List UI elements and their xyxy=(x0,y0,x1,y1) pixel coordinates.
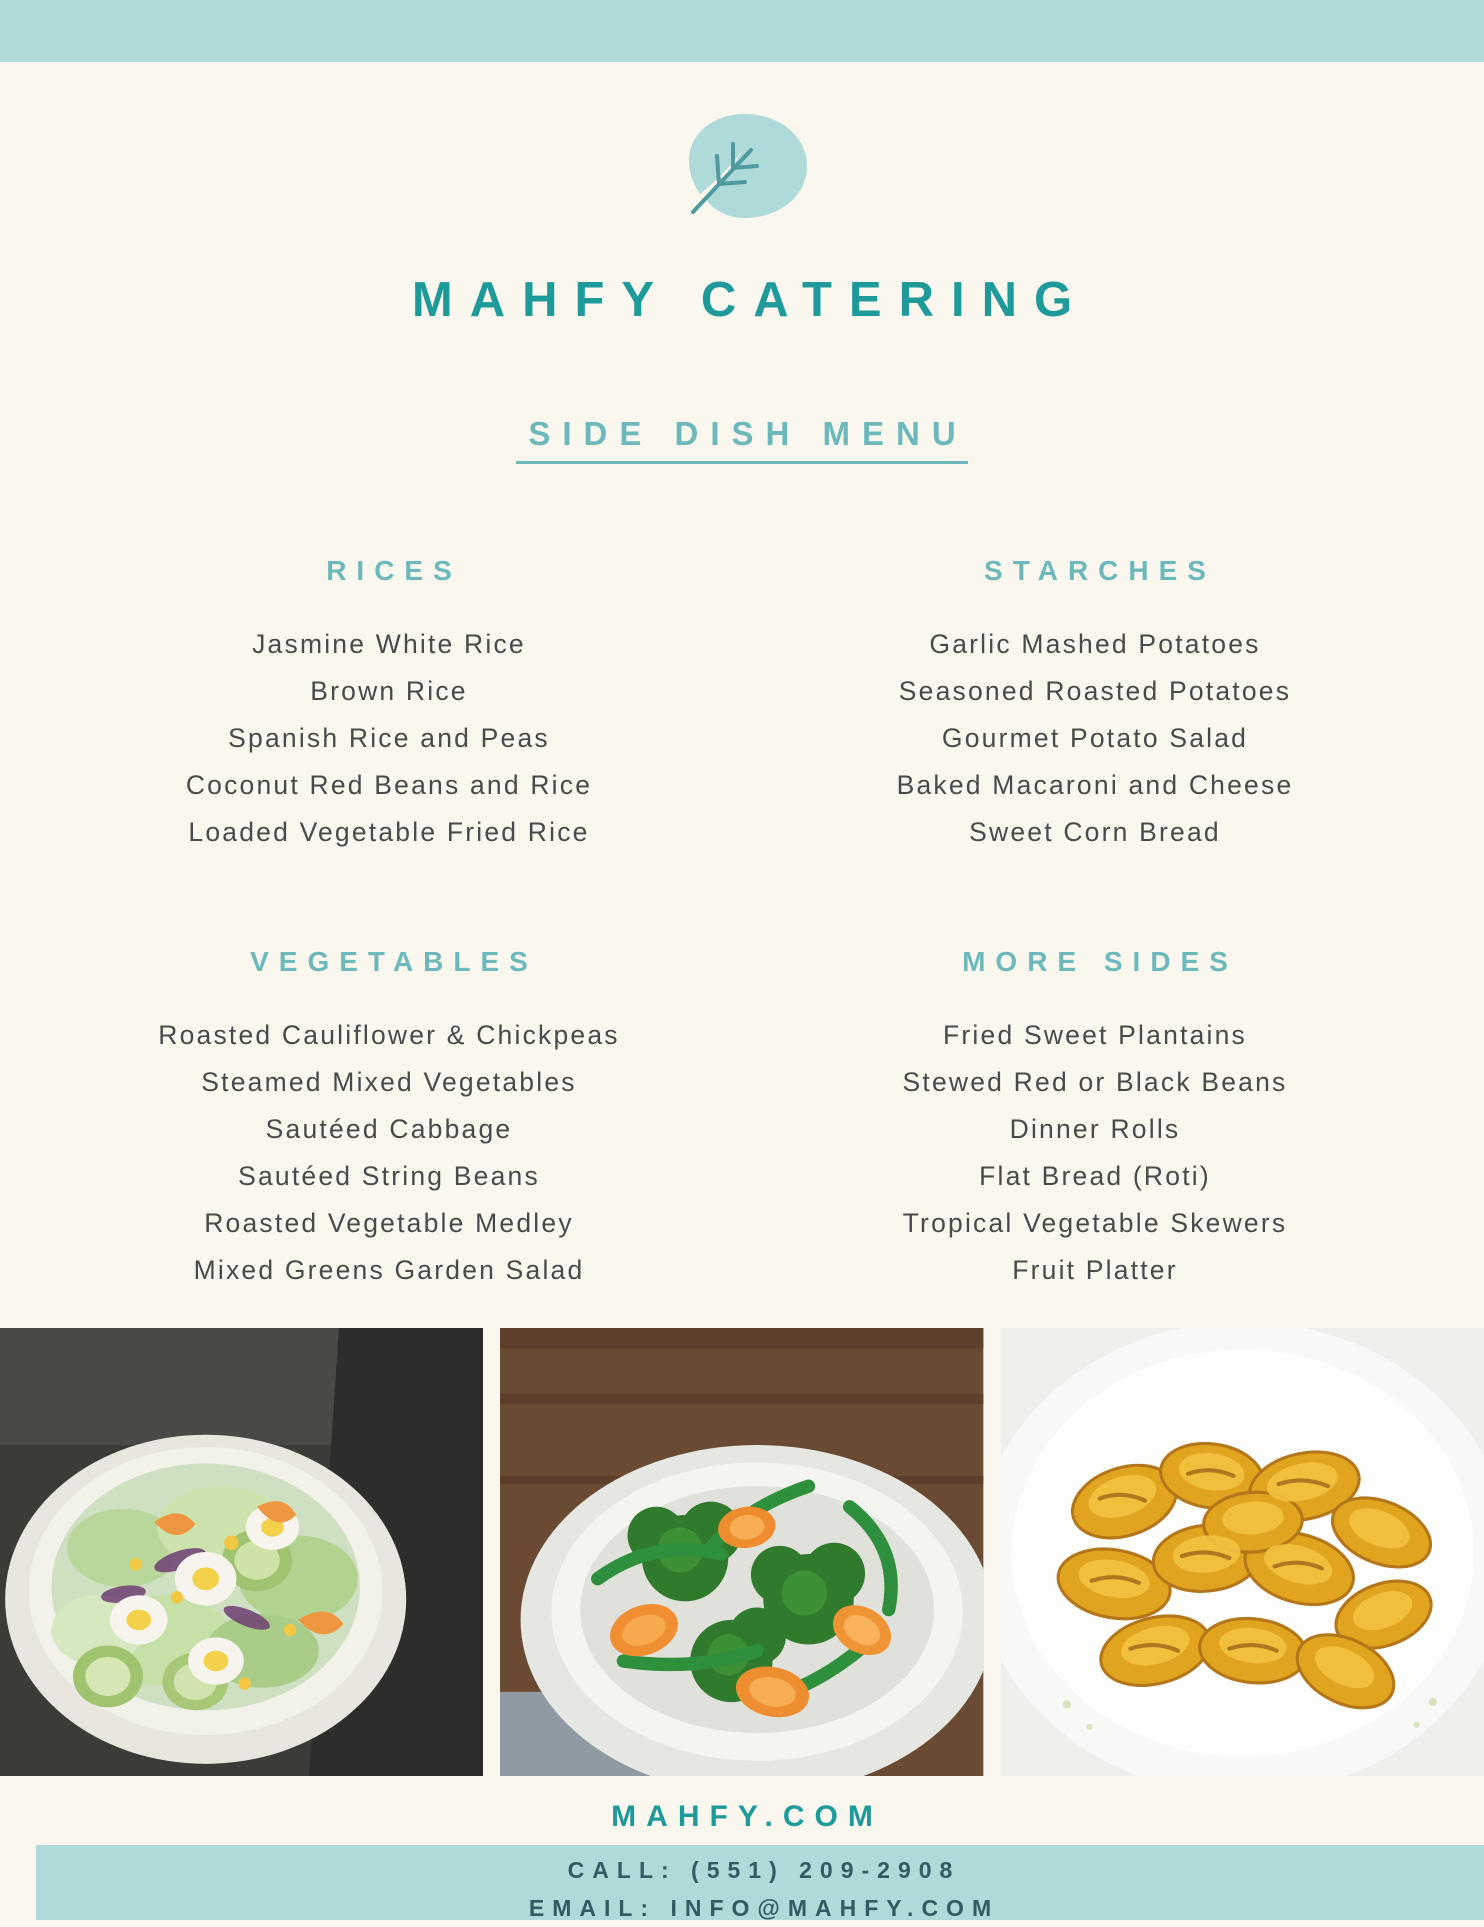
menu-item: Gourmet Potato Salad xyxy=(941,723,1249,753)
menu-item: Dinner Rolls xyxy=(1009,1114,1181,1144)
menu-item: Flat Bread (Roti) xyxy=(979,1161,1211,1191)
section-vegetables xyxy=(36,946,742,1294)
section-title: RICES xyxy=(326,555,462,586)
menu-item: Fried Sweet Plantains xyxy=(943,1020,1247,1050)
menu-item: Roasted Vegetable Medley xyxy=(204,1208,574,1238)
page-subtitle-wrap xyxy=(0,415,1484,464)
menu-item: Fruit Platter xyxy=(1012,1255,1178,1285)
menu-item: Sweet Corn Bread xyxy=(969,817,1221,847)
menu-item: Sautéed String Beans xyxy=(238,1161,540,1191)
top-color-band xyxy=(0,0,1484,62)
section-items xyxy=(742,1012,1448,1294)
page-title: MAHFY CATERING xyxy=(411,273,1090,327)
footer-left-margin xyxy=(0,1845,36,1920)
website-text[interactable]: MAHFY.COM xyxy=(611,1800,883,1833)
page-subtitle: SIDE DISH MENU xyxy=(516,415,967,464)
menu-columns xyxy=(36,555,1448,1294)
section-rices xyxy=(36,555,742,856)
menu-item: Steamed Mixed Vegetables xyxy=(201,1067,577,1097)
section-title: STARCHES xyxy=(984,555,1216,586)
phone-text[interactable]: CALL: (551) 209-2908 xyxy=(567,1857,961,1883)
photo-garden-salad xyxy=(0,1328,483,1776)
menu-item: Tropical Vegetable Skewers xyxy=(902,1208,1288,1238)
menu-item: Jasmine White Rice xyxy=(252,629,526,659)
menu-item: Brown Rice xyxy=(310,676,468,706)
menu-row-2 xyxy=(36,946,1448,1294)
menu-item: Spanish Rice and Peas xyxy=(228,723,550,753)
menu-item: Seasoned Roasted Potatoes xyxy=(898,676,1292,706)
section-items xyxy=(742,621,1448,856)
section-title: VEGETABLES xyxy=(250,946,538,977)
menu-item: Garlic Mashed Potatoes xyxy=(929,629,1261,659)
section-starches xyxy=(742,555,1448,856)
menu-item: Loaded Vegetable Fried Rice xyxy=(188,817,590,847)
section-items xyxy=(36,1012,742,1294)
footer-contact-band xyxy=(36,1845,1484,1920)
section-items xyxy=(36,621,742,856)
menu-item: Coconut Red Beans and Rice xyxy=(185,770,593,800)
section-title: MORE SIDES xyxy=(962,946,1238,977)
photo-strip xyxy=(0,1328,1484,1776)
logo-area xyxy=(0,110,1484,230)
menu-item: Baked Macaroni and Cheese xyxy=(896,770,1294,800)
menu-row-1 xyxy=(36,555,1448,856)
menu-item: Mixed Greens Garden Salad xyxy=(193,1255,585,1285)
menu-item: Sautéed Cabbage xyxy=(265,1114,513,1144)
menu-item: Roasted Cauliflower & Chickpeas xyxy=(158,1020,620,1050)
section-more-sides xyxy=(742,946,1448,1294)
photo-steamed-vegetables xyxy=(500,1328,983,1776)
menu-item: Stewed Red or Black Beans xyxy=(902,1067,1288,1097)
leaf-icon xyxy=(667,212,817,229)
photo-fried-plantains xyxy=(1001,1328,1484,1776)
email-text[interactable]: EMAIL: INFO@MAHFY.COM xyxy=(528,1895,1000,1921)
